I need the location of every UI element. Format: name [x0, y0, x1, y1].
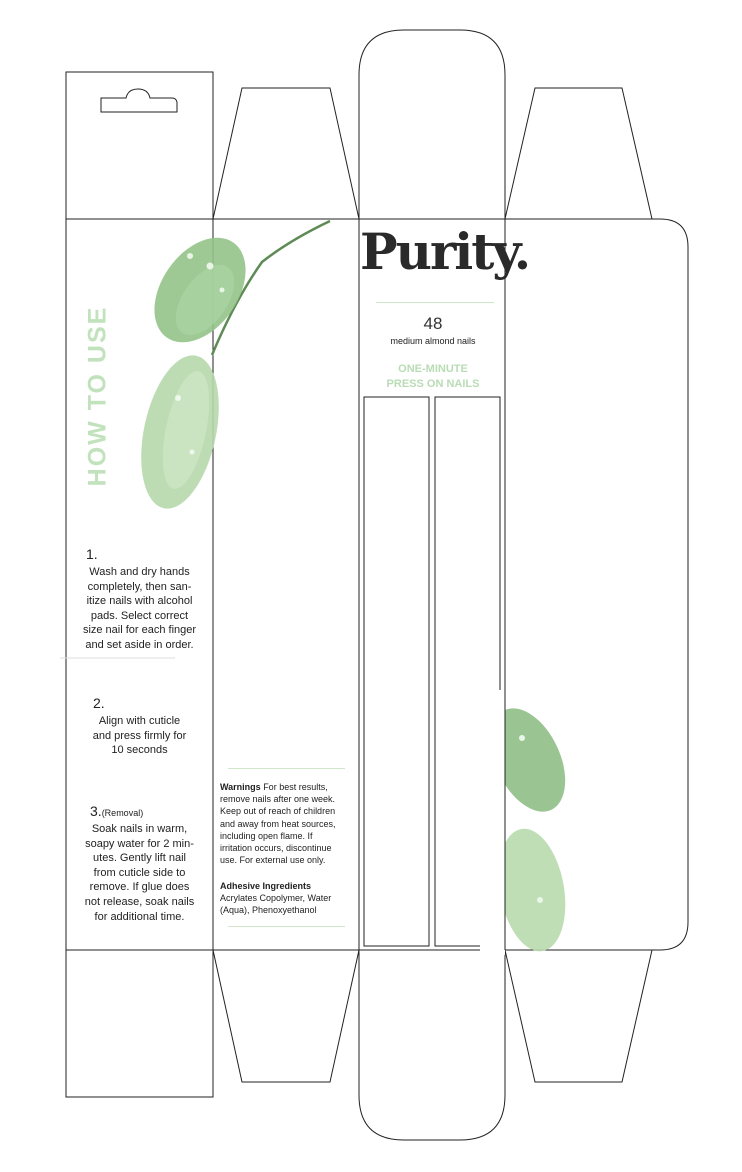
warnings-line: remove nails after one week.: [220, 794, 336, 805]
product-tagline: [360, 362, 506, 392]
step-3-line: remove. If glue does: [89, 881, 190, 894]
warnings-line: Keep out of reach of children: [220, 806, 336, 817]
step-1-line: size nail for each finger: [82, 624, 197, 637]
tagline-line-2: PRESS ON NAILS: [386, 378, 480, 390]
step-2-text: [66, 714, 213, 758]
warnings-bottom-rule: [228, 926, 345, 927]
top-tuck-flap: [359, 30, 505, 219]
step-3-heading: [66, 803, 213, 821]
step-2: [66, 695, 213, 758]
warnings-line: irritation occurs, discontinue: [220, 843, 332, 854]
bottom-flap-left: [66, 950, 213, 1097]
step-3-line: Soak nails in warm,: [91, 823, 188, 835]
bottom-flap-4: [505, 950, 652, 1082]
step-3-number: 3.: [90, 803, 102, 819]
window-left: [364, 397, 429, 946]
step-2-number: 2.: [93, 695, 105, 711]
step-1-line: and set aside in order.: [85, 638, 194, 651]
step-2-line: and press firmly for: [92, 729, 187, 742]
step-1-line: completely, then san-: [87, 580, 192, 593]
step-1-number: 1.: [86, 546, 98, 562]
top-flap-2: [213, 88, 359, 219]
front-divider: [376, 302, 494, 303]
step-1-line: Wash and dry hands: [89, 566, 190, 578]
step-2-line: 10 seconds: [111, 744, 168, 757]
step-3-note: (Removal): [101, 808, 144, 818]
leaf-branch-illustration: [129, 221, 330, 516]
ingredients-block: [220, 880, 354, 917]
nail-description: medium almond nails: [390, 336, 476, 346]
hanger-tab-panel: [66, 72, 213, 219]
top-flap-4: [505, 88, 652, 219]
nail-count: 48: [423, 314, 443, 333]
bottom-tuck-flap: [359, 950, 505, 1140]
ingredients-line: Acrylates Copolymer, Water: [220, 893, 332, 904]
warnings-line-1: [220, 781, 354, 793]
step-3: [66, 803, 213, 924]
step-3-line: not release, soak nails: [84, 895, 195, 908]
how-to-use-text: HOW TO USE: [83, 305, 112, 487]
step-3-text: [66, 822, 213, 924]
brand-logo: Purity.: [360, 222, 530, 281]
step-3-line: utes. Gently lift nail: [93, 852, 186, 865]
warnings-line: use. For external use only.: [220, 855, 326, 866]
warnings-label: Warnings: [220, 782, 261, 792]
warnings-line: and away from heat sources,: [220, 818, 336, 829]
step-3-line: for additional time.: [94, 910, 185, 923]
step-1-line: pads. Select correct: [90, 609, 189, 622]
tagline-line-1: ONE-MINUTE: [398, 363, 468, 375]
bottom-flap-2: [213, 950, 359, 1082]
warnings-block: [220, 781, 354, 866]
step-1-text: [66, 565, 213, 653]
ingredients-line: (Aqua), Phenoxyethanol: [220, 905, 317, 916]
warnings-line: including open flame. If: [220, 830, 313, 841]
step-1-line: itize nails with alcohol: [86, 595, 193, 608]
step-3-line: from cuticle side to: [93, 866, 186, 879]
hang-hole: [101, 89, 177, 112]
ingredients-label: Adhesive Ingredients: [220, 881, 312, 891]
step-3-line: soapy water for 2 min-: [85, 837, 194, 850]
leaf-corner-illustration: [476, 690, 580, 957]
step-1: [66, 546, 213, 653]
warnings-line: For best results,: [263, 782, 328, 792]
warnings-top-rule: [228, 768, 345, 769]
step-2-line: Align with cuticle: [98, 715, 181, 727]
